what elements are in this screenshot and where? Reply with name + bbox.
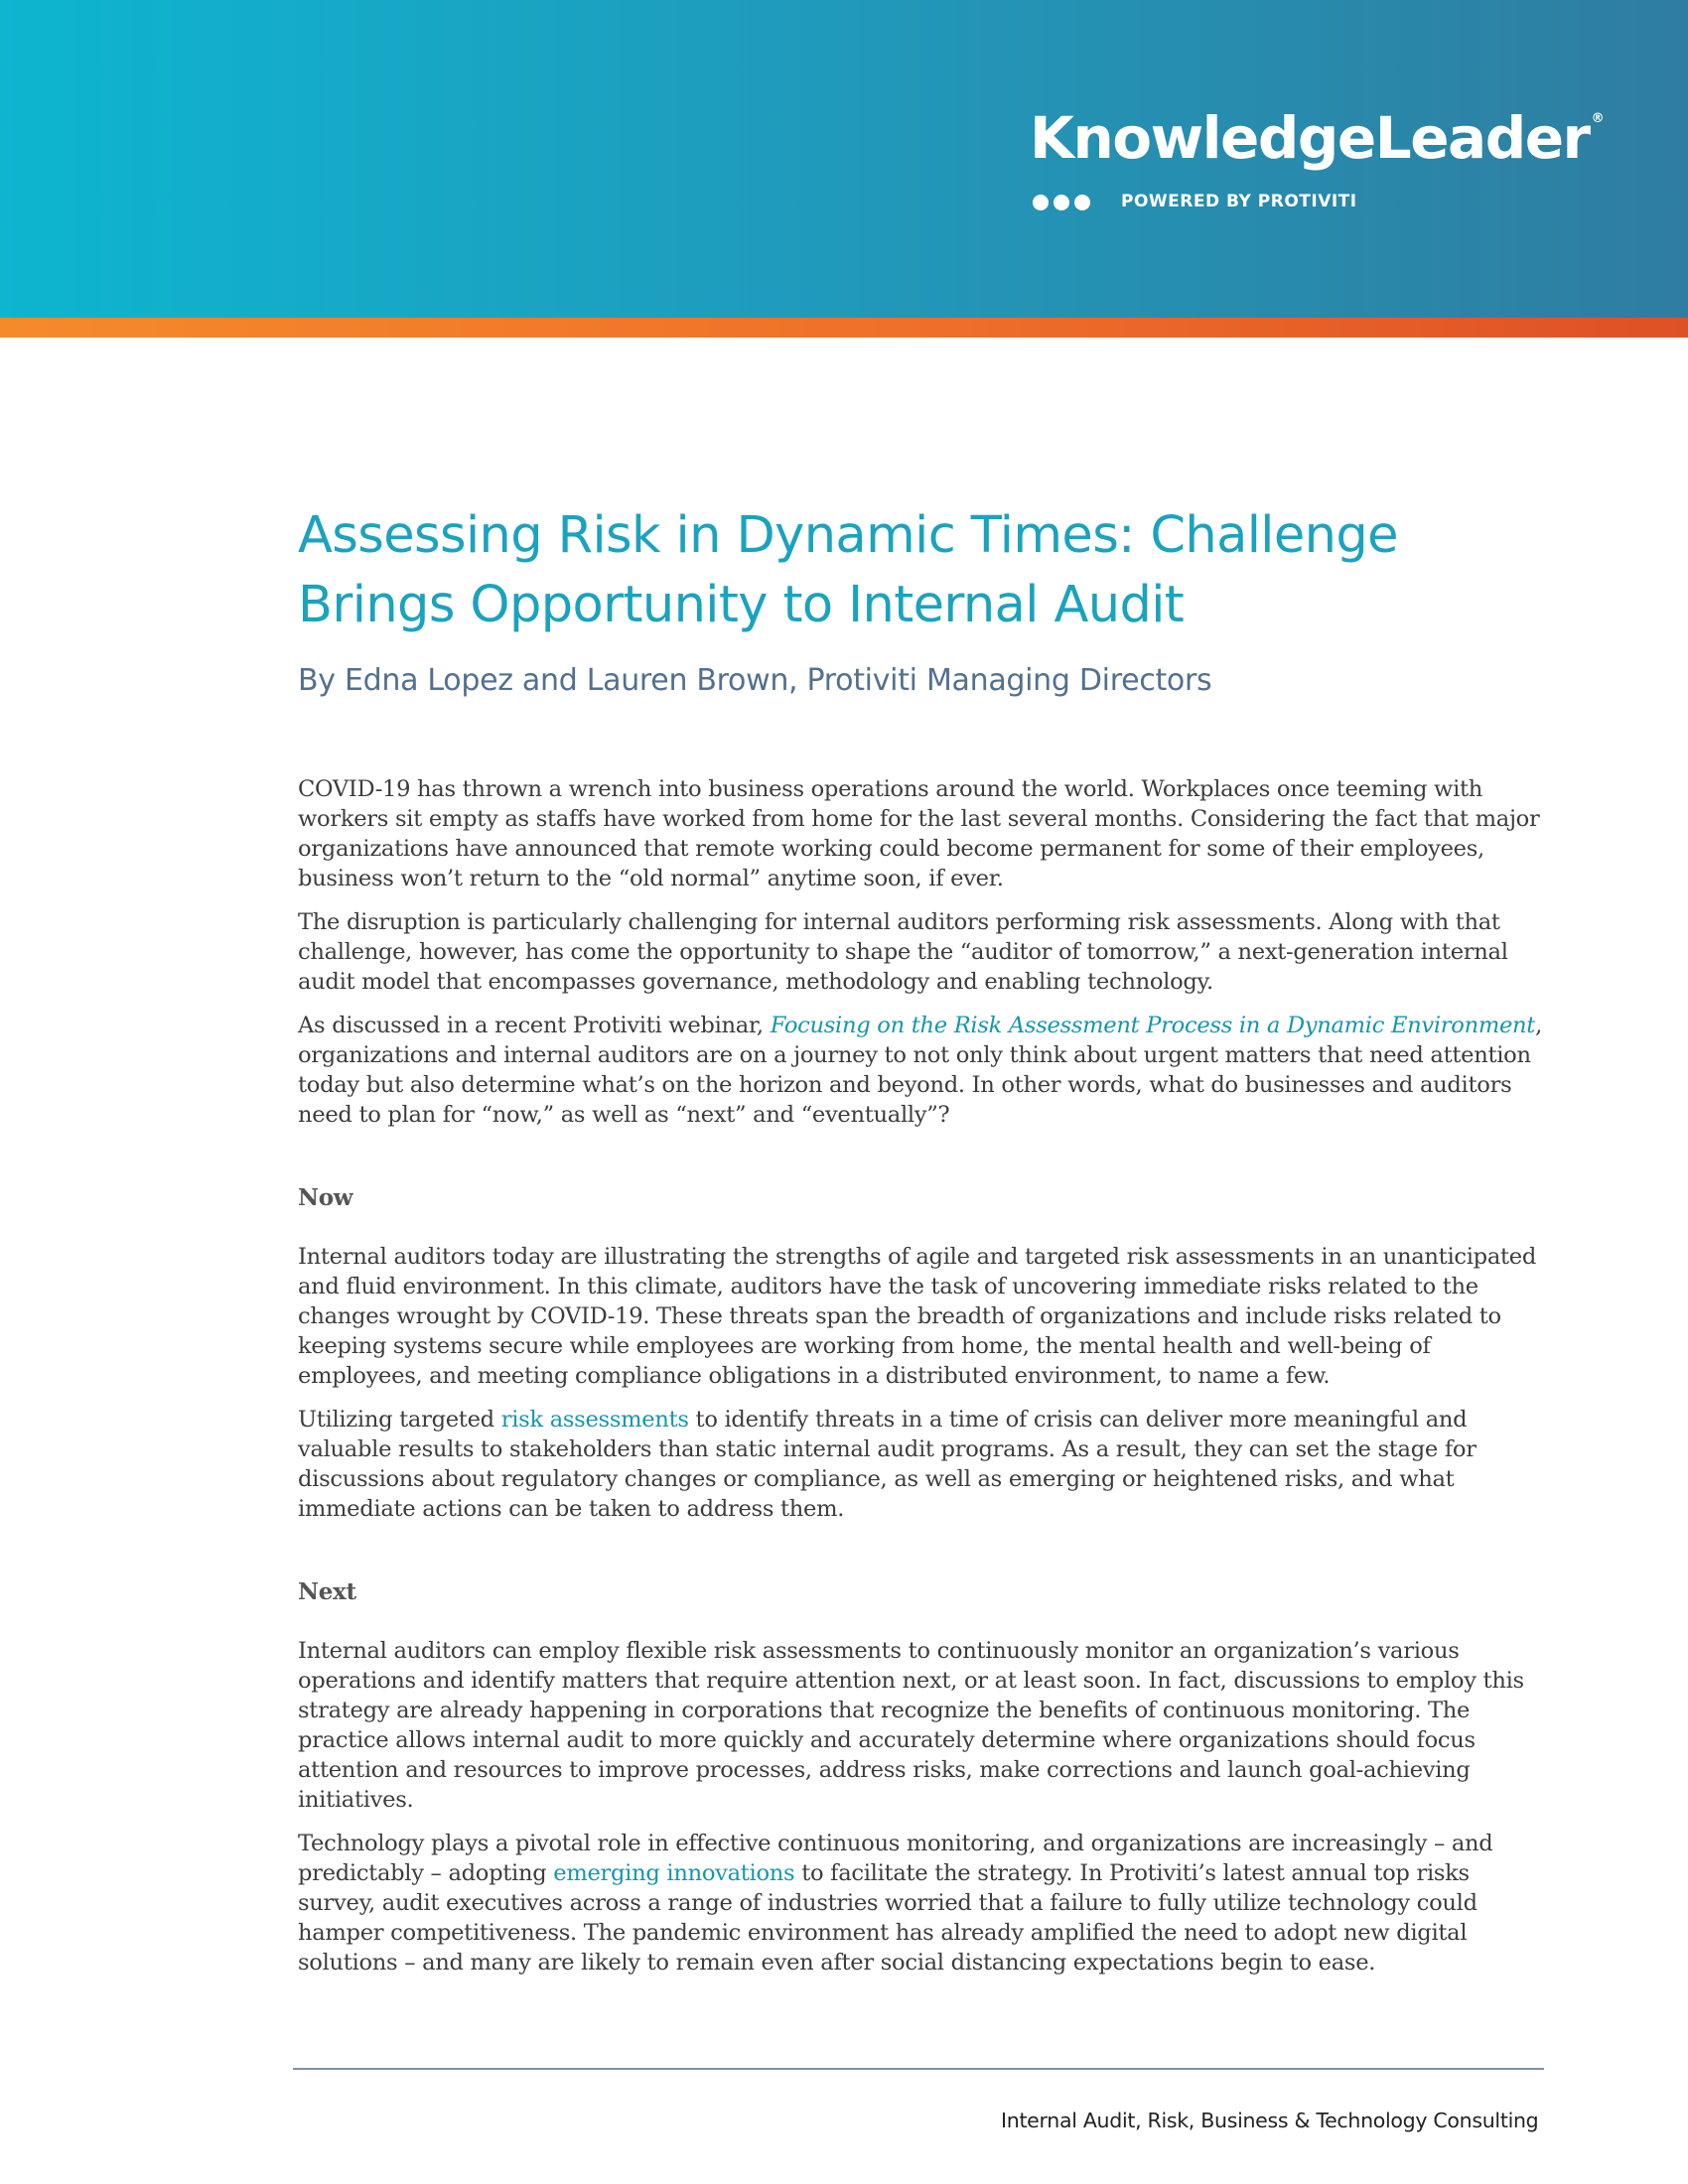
next-paragraph-2-text: to facilitate the strategy. In Protiviti’s latest annual top risks survey, audit executives across a range of industries worried that a failure to fully utilize technology could hamper competitiveness. The pandemic environment has already amplified the need to adopt new digital solutions – and many are likely to remain even after social distancing expectations begin to ease. [298,1860,1477,1976]
intro-paragraph-2: The disruption is particularly challenging for internal auditors performing risk assessments. Along with that challenge, however, has come the opportunity to shape the “auditor of tomorrow,” a next-generation internal audit model that encompasses governance, methodology and enabling technology. [298,909,1508,995]
article-byline: By Edna Lopez and Lauren Brown, Protiviti Managing Directors [298,663,1212,698]
knowledgeleader-logo[interactable] [1030,104,1603,172]
emerging-innovations-link[interactable]: emerging innovations [553,1860,795,1886]
section-heading-next: Next [298,1578,356,1605]
next-paragraph-1: Internal auditors can employ flexible risk assessments to continuously monitor an organization’s various operations and identify matters that require attention next, or at least soon. In fact, discussions to employ this strategy are already happening in corporations that recognize the benefits of continuous monitoring. The practice allows internal audit to more quickly and accurately determine where organizations should focus attention and resources to improve processes, address risks, make corrections and launch goal-achieving initiatives. [298,1638,1524,1813]
article-title: Assessing Risk in Dynamic Times: Challenge Brings Opportunity to Internal Audit [298,506,1398,634]
brand-dots-icon [1033,195,1090,210]
footer-tagline: Internal Audit, Risk, Business & Technology Consulting [1001,2109,1539,2132]
intro-paragraph-1: COVID-19 has thrown a wrench into business operations around the world. Workplaces once teeming with workers sit empty as staffs have worked from home for the last several months. Considering the fact that major organizations have announced that remote working could become permanent for some of their employees, business won’t return to the “old normal” anytime soon, if ever. [298,776,1540,891]
now-paragraph-2-text: to identify threats in a time of crisis can deliver more meaningful and valuable results to stakeholders than static internal audit programs. As a result, they can set the stage for discussions about regulatory changes or compliance, as well as emerging or heightened risks, and what immediate actions can be taken to address them. [298,1407,1477,1522]
now-paragraph-2-text: Utilizing targeted [298,1407,501,1433]
footer-divider [293,2068,1544,2070]
dot-icon [1074,195,1090,210]
article-body [298,774,1549,1991]
now-paragraph-2 [298,1405,1549,1524]
intro-paragraph-3-text: , organizations and internal auditors are on a journey to not only think about urgent matters that need attention today but also determine what’s on the horizon and beyond. In other words, what do businesses and auditors need to plan for “now,” as well as “next” and “eventually”? [298,1013,1542,1128]
section-heading-now: Now [298,1184,353,1211]
next-paragraph-2-text: Technology plays a pivotal role in effective continuous monitoring, and organizations are increasingly – and predictably – adopting [298,1831,1493,1886]
brand-name: KnowledgeLeader [1030,104,1590,172]
registered-mark: ® [1591,110,1604,126]
dot-icon [1054,195,1069,210]
intro-paragraph-3 [298,1011,1549,1130]
webinar-link[interactable]: Focusing on the Risk Assessment Process in a Dynamic Environment [770,1013,1536,1038]
header-accent-stripe [0,318,1688,338]
risk-assessments-link[interactable]: risk assessments [500,1407,689,1433]
intro-paragraph-3-text: As discussed in a recent Protiviti webinar, [298,1013,771,1038]
next-paragraph-2 [298,1829,1549,1978]
now-paragraph-1: Internal auditors today are illustrating the strengths of agile and targeted risk assessments in an unanticipated and fluid environment. In this climate, auditors have the task of uncovering immediate risks related to the changes wrought by COVID-19. These threats span the breadth of organizations and include risks related to keeping systems secure while employees are working from home, the mental health and well-being of employees, and meeting compliance obligations in a distributed environment, to name a few. [298,1244,1537,1389]
brand-tagline: POWERED BY PROTIVITI [1121,192,1357,211]
dot-icon [1033,195,1049,210]
